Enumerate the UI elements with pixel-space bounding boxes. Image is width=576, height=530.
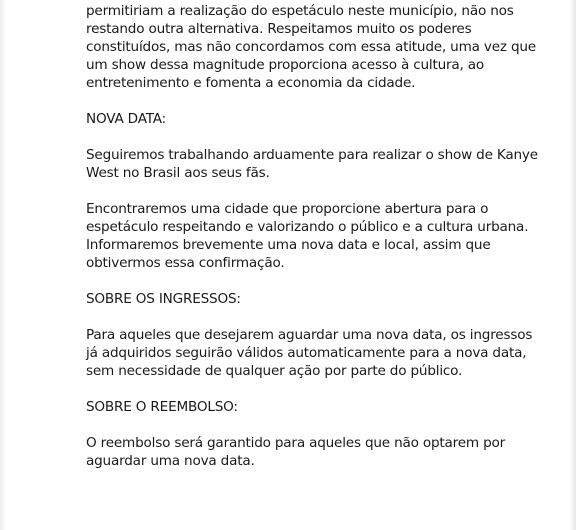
- right-edge-shadow: [570, 0, 576, 530]
- heading-nova-data: [86, 110, 556, 128]
- text-line: Para aqueles que desejarem aguardar uma nova data, os ingressos: [86, 327, 533, 343]
- section-heading: SOBRE O REEMBOLSO:: [86, 399, 238, 415]
- text-line: permitiriam a realização do espetáculo neste município, não nos: [86, 3, 514, 19]
- heading-ingressos: [86, 290, 556, 308]
- heading-reembolso: [86, 398, 556, 416]
- paragraph-refund: [86, 434, 556, 470]
- text-line: Encontraremos uma cidade que proporcione abertura para o: [86, 201, 489, 217]
- text-line: constituídos, mas não concordamos com essa atitude, uma vez que: [86, 39, 536, 55]
- section-heading: NOVA DATA:: [86, 111, 167, 127]
- paragraph-new-city: [86, 200, 556, 272]
- text-line: espetáculo respeitando e valorizando o público e a cultura urbana.: [86, 219, 529, 235]
- paragraph-continue-working: [86, 146, 556, 182]
- left-edge-shadow: [0, 0, 6, 530]
- text-line: O reembolso será garantido para aqueles que não optarem por: [86, 435, 506, 451]
- text-line: obtivermos essa confirmação.: [86, 255, 285, 271]
- paragraph-political-context: [86, 0, 556, 92]
- text-line: sem necessidade de qualquer ação por parte do público.: [86, 363, 463, 379]
- text-line: Seguiremos trabalhando arduamente para realizar o show de Kanye: [86, 147, 538, 163]
- paragraph-tickets: [86, 326, 556, 380]
- text-line: restando outra alternativa. Respeitamos muito os poderes: [86, 21, 472, 37]
- text-line: aguardar uma nova data.: [86, 453, 255, 469]
- text-line: West no Brasil aos seus fãs.: [86, 165, 270, 181]
- post-text: [86, 0, 556, 488]
- text-line: um show dessa magnitude proporciona acesso à cultura, ao: [86, 57, 485, 73]
- text-line: Informaremos brevemente uma nova data e local, assim que: [86, 237, 491, 253]
- text-line: já adquiridos seguirão válidos automaticamente para a nova data,: [86, 345, 527, 361]
- section-heading: SOBRE OS INGRESSOS:: [86, 291, 241, 307]
- text-line: entretenimento e fomenta a economia da cidade.: [86, 75, 416, 91]
